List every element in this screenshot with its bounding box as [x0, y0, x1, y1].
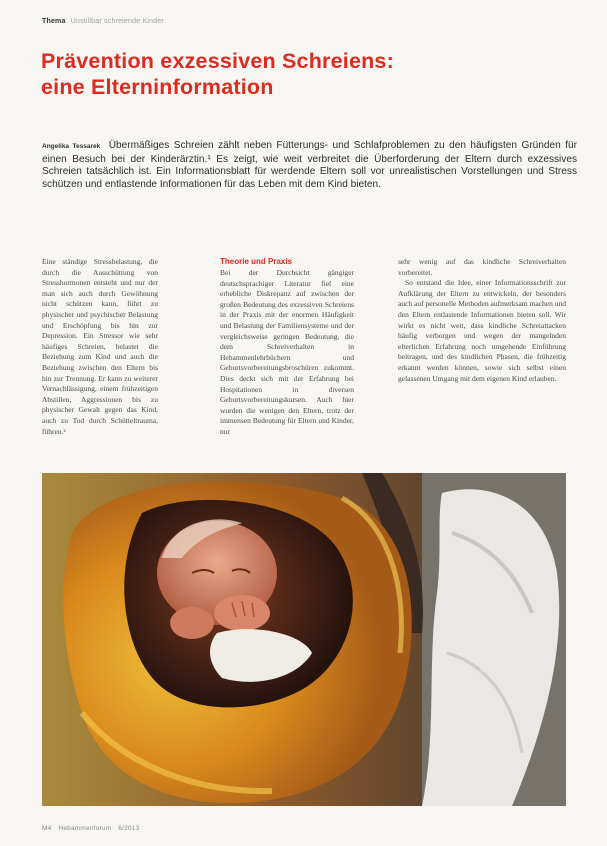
- rubric-topic: Unstillbar schreiende Kinder: [70, 18, 164, 25]
- rubric: [42, 18, 164, 25]
- body-paragraph: So entstand die Idee, einer Informationsschrift zur Aufklärung der Eltern zu entwickeln, der besonders auch auf personelle Methoden aufmerksam machen und den Eltern entlastende Informationen bieten soll. Wir wirkt es nicht weit, dass kindliche Schreiattacken häufig verborgen und wegen der mangelnden elterlichen Erfahrung noch umgehende Einführung beitragen, und des kindlichen Phasen, die frühzeitig erkannt werden können, sowie sich selbst einen gelassenen Umgang mit dem eigenen Kind erlauben.: [398, 278, 566, 383]
- article-title: [41, 48, 561, 100]
- author-name: Angelika Tessarek: [42, 143, 101, 150]
- body-column-1: [42, 257, 158, 437]
- article-title-line-1: Prävention exzessiven Schreiens:: [41, 49, 394, 73]
- body-column-2: [220, 257, 354, 438]
- baby-photo: [42, 473, 566, 806]
- body-paragraph: sehr wenig auf das kindliche Schreiverhalten vorbereitet.: [398, 257, 566, 277]
- section-heading: Theorie und Praxis: [220, 257, 293, 266]
- body-paragraph: Bei der Durchsicht gängiger deutschsprachiger Literatur fiel eine erhebliche Diskrepanz auf zwischen der großen Bedeutung des exzessiven Schreiens in der Praxis mit der enormen Häufigkeit und Belastung der Familiensysteme und der vergleichsweise geringen Bedeutung, die dem Schreiverhalten in Hebammenlehrbüchern und Geburtsvorbereitungsbroschüren zukommt. Dies deckt sich mit der Erfahrung bei Hospitationen in diversen Geburtsvorbereitungskursen. Auch hier wurden die wenigen den Eltern, trotz der immensen Bedeutung für Eltern und Kinder, nur: [220, 268, 354, 436]
- page-footer: [42, 825, 144, 832]
- body-paragraph: Eine ständige Stressbelastung, die durch die Ausschüttung von Stresshormonen entsteht und nur der man sich auch durch Gewöhnung nicht schützen kann, führt zu physischer und psychischer Belastung und Erschöpfung bis hin zur Depression. Ein Stressor wie sehr häufiges Schreien, belastet die Beziehung zum Kind und auch die Beziehung zwischen den Eltern bis hin zur Trennung. Er kann zu weiterer Vernachlässigung, einem frühzeitigen Abstillen, Aggressionen bis zu physischer Gewalt gegen das Kind, auch zu Tod durch Schütteltrauma, führen.²: [42, 257, 158, 436]
- rubric-keyword: Thema: [42, 18, 66, 25]
- article-title-line-2: eine Elterninformation: [41, 75, 274, 99]
- lead-text: Übermäßiges Schreien zählt neben Fütterungs- und Schlafproblemen zu den häufigsten Gründen für einen Besuch bei der Kinderärztin.¹ Es zeigt, wie weit verbreitet die Überforderung der Eltern durch exzessives Schreien tatsächlich ist. Ein Informationsblatt für werdende Eltern soll vor unrealistischen Vorstellungen und Stress schützen und entlastende Informationen für das Leben mit dem Kind bieten.: [42, 140, 577, 190]
- issue-number: 6/2013: [118, 825, 140, 832]
- body-column-3: [398, 257, 566, 384]
- magazine-name: Hebammenforum: [58, 825, 112, 832]
- lead-paragraph: [42, 140, 577, 191]
- page-number: M4: [42, 825, 52, 832]
